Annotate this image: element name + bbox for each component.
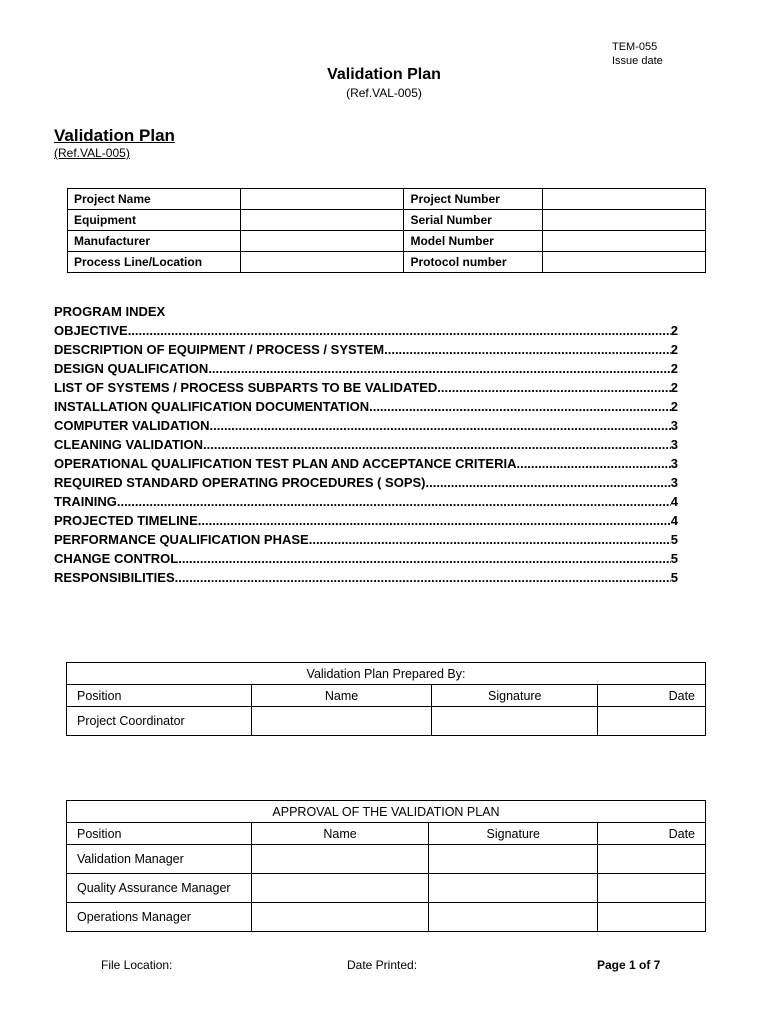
index-entry-title: CHANGE CONTROL: [54, 551, 179, 566]
dot-leader: [210, 416, 671, 435]
section-ref: (Ref.VAL-005): [54, 146, 130, 160]
project-info-row: [68, 189, 706, 210]
footer-file-location: File Location:: [101, 958, 173, 972]
approval-table: [66, 800, 706, 932]
index-entry[interactable]: [54, 492, 678, 511]
dot-leader: [426, 473, 671, 492]
index-entry[interactable]: [54, 359, 678, 378]
dot-leader: [369, 397, 671, 416]
date-cell[interactable]: [598, 845, 706, 874]
field-value[interactable]: [543, 252, 706, 273]
index-entry-page: 3: [670, 418, 678, 433]
signature-cell[interactable]: [429, 845, 598, 874]
name-cell[interactable]: [251, 874, 429, 903]
signature-row: [67, 845, 706, 874]
index-entry[interactable]: [54, 511, 678, 530]
index-entry-title: INSTALLATION QUALIFICATION DOCUMENTATION: [54, 399, 370, 414]
field-label: Serial Number: [404, 210, 543, 231]
position-cell: Operations Manager: [67, 903, 252, 932]
index-entry-title: REQUIRED STANDARD OPERATING PROCEDURES ( SOPS): [54, 475, 426, 490]
position-cell: Project Coordinator: [67, 707, 252, 736]
dot-leader: [208, 359, 670, 378]
program-index: [54, 302, 678, 587]
index-entry-page: 2: [670, 323, 678, 338]
program-index-heading: PROGRAM INDEX: [54, 304, 166, 319]
dot-leader: [437, 378, 670, 397]
field-value[interactable]: [543, 210, 706, 231]
index-entry[interactable]: [54, 397, 678, 416]
dot-leader: [203, 435, 671, 454]
index-entry-title: DESIGN QUALIFICATION: [54, 361, 209, 376]
index-entry-title: DESCRIPTION OF EQUIPMENT / PROCESS / SYSTEM: [54, 342, 385, 357]
column-header: Position: [67, 685, 252, 707]
dot-leader: [178, 549, 671, 568]
index-entry-title: RESPONSIBILITIES: [54, 570, 175, 585]
field-value[interactable]: [240, 210, 404, 231]
index-entry-page: 5: [670, 532, 678, 547]
index-entry-title: COMPUTER VALIDATION: [54, 418, 210, 433]
dot-leader: [175, 568, 671, 587]
project-info-row: [68, 231, 706, 252]
index-entry[interactable]: [54, 378, 678, 397]
position-cell: Validation Manager: [67, 845, 252, 874]
field-label: Model Number: [404, 231, 543, 252]
field-label: Equipment: [68, 210, 241, 231]
index-entry-page: 2: [670, 361, 678, 376]
prepared-by-table: [66, 662, 706, 736]
name-cell[interactable]: [251, 903, 429, 932]
index-entry-title: TRAINING: [54, 494, 117, 509]
index-entry[interactable]: [54, 340, 678, 359]
index-entry[interactable]: [54, 454, 678, 473]
prepared-by-caption: Validation Plan Prepared By:: [67, 663, 706, 685]
field-label: Manufacturer: [68, 231, 241, 252]
field-label: Protocol number: [404, 252, 543, 273]
index-entry[interactable]: [54, 321, 678, 340]
signature-row: [67, 903, 706, 932]
field-label: Project Name: [68, 189, 241, 210]
index-entry[interactable]: [54, 530, 678, 549]
template-number: TEM-055: [612, 41, 658, 53]
index-entry[interactable]: [54, 473, 678, 492]
name-cell[interactable]: [251, 845, 429, 874]
footer-date-printed: Date Printed:: [347, 958, 418, 972]
signature-row: [67, 874, 706, 903]
signature-row: [67, 707, 706, 736]
index-entry-page: 4: [670, 494, 678, 509]
index-entry-title: LIST OF SYSTEMS / PROCESS SUBPARTS TO BE VALIDATED: [54, 380, 438, 395]
index-entry-page: 3: [670, 456, 678, 471]
index-entry-page: 2: [670, 342, 678, 357]
index-entry-title: OPERATIONAL QUALIFICATION TEST PLAN AND ACCEPTANCE CRITERIA: [54, 456, 517, 471]
index-entry-page: 3: [670, 437, 678, 452]
project-info-table: [67, 188, 706, 273]
project-info-row: [68, 252, 706, 273]
signature-cell[interactable]: [429, 903, 598, 932]
position-cell: Quality Assurance Manager: [67, 874, 252, 903]
name-cell[interactable]: [251, 707, 432, 736]
index-entry[interactable]: [54, 549, 678, 568]
index-entry-page: 5: [670, 551, 678, 566]
index-entry-title: OBJECTIVE: [54, 323, 128, 338]
index-entry[interactable]: [54, 568, 678, 587]
dot-leader: [384, 340, 671, 359]
section-title: Validation Plan: [54, 126, 175, 145]
index-entry-page: 2: [670, 399, 678, 414]
dot-leader: [516, 454, 670, 473]
field-label: Project Number: [404, 189, 543, 210]
dot-leader: [198, 511, 671, 530]
dot-leader: [117, 492, 671, 511]
index-entry-page: 3: [670, 475, 678, 490]
index-entry-title: CLEANING VALIDATION: [54, 437, 204, 452]
document-code: [612, 40, 663, 68]
column-header: Date: [598, 823, 706, 845]
column-header: Date: [598, 685, 706, 707]
column-header: Name: [251, 685, 432, 707]
column-header: Signature: [432, 685, 598, 707]
approval-caption: APPROVAL OF THE VALIDATION PLAN: [67, 801, 706, 823]
index-entry-title: PERFORMANCE QUALIFICATION PHASE: [54, 532, 309, 547]
field-value[interactable]: [543, 189, 706, 210]
field-value[interactable]: [240, 189, 404, 210]
index-entry[interactable]: [54, 435, 678, 454]
date-cell[interactable]: [598, 707, 706, 736]
field-label: Process Line/Location: [68, 252, 241, 273]
date-cell[interactable]: [598, 903, 706, 932]
column-header: Position: [67, 823, 252, 845]
index-entry-title: PROJECTED TIMELINE: [54, 513, 198, 528]
signature-cell[interactable]: [432, 707, 598, 736]
date-cell[interactable]: [598, 874, 706, 903]
index-entry[interactable]: [54, 416, 678, 435]
signature-cell[interactable]: [429, 874, 598, 903]
index-entry-page: 4: [670, 513, 678, 528]
project-info-row: [68, 210, 706, 231]
column-header: Signature: [429, 823, 598, 845]
field-value[interactable]: [240, 252, 404, 273]
footer-page-number: Page 1 of 7: [597, 958, 661, 972]
issue-date-label: Issue date: [612, 55, 663, 67]
dot-leader: [309, 530, 671, 549]
index-entry-page: 5: [670, 570, 678, 585]
page-header-title: Validation Plan: [327, 66, 441, 83]
index-entry-page: 2: [670, 380, 678, 395]
dot-leader: [128, 321, 671, 340]
field-value[interactable]: [543, 231, 706, 252]
page-header-ref: (Ref.VAL-005): [346, 86, 422, 100]
column-header: Name: [251, 823, 429, 845]
field-value[interactable]: [240, 231, 404, 252]
